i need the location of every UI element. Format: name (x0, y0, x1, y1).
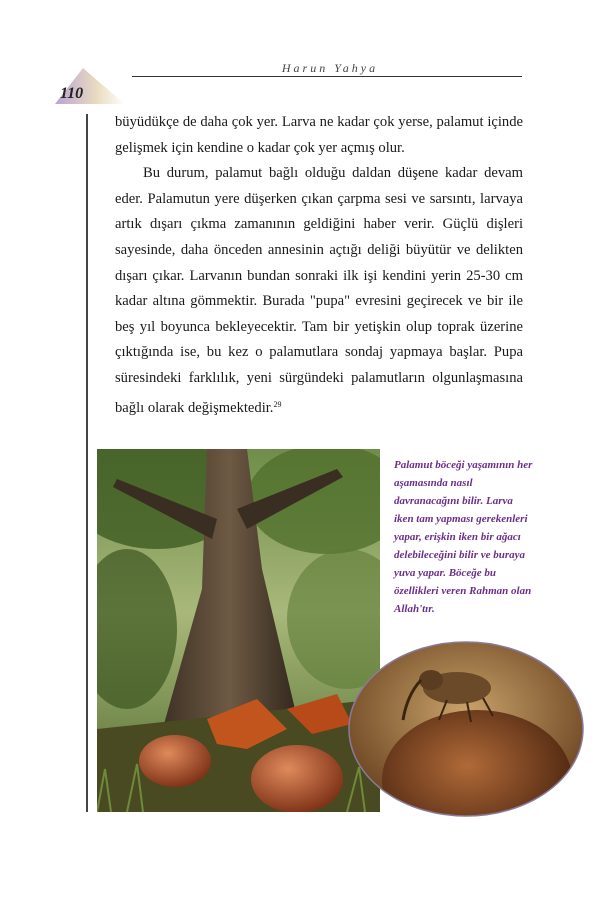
header-title: Harun Yahya (281, 61, 379, 75)
paragraph-2 (115, 161, 523, 421)
acorn-weevil-photo (347, 640, 585, 818)
header-rule (132, 76, 522, 77)
margin-rule (86, 114, 88, 812)
paragraph-1: büyüdükçe de daha çok yer. Larva ne kadar çok yerse, palamut içinde gelişmek için kendine o kadar çok yer açmış olur. (115, 114, 523, 156)
page-number: 110 (60, 85, 84, 102)
paragraph-2-text: Bu durum, palamut bağlı olduğu daldan düşene kadar devam eder. Palamutun yere düşerken çıkan çarpma sesi ve sarsıntı, larvaya artık dışarı çıkma zamanının geldiğini haber verir. Güçlü dişleri sayesinde, daha önceden annesinin açtığı deliği büyütür ve delikten dışarı çıkar. Larvanın bundan sonraki ilk işi kendini yerin 25-30 cm kadar altına gömmektir. Burada "pupa" evresini geçirecek ve bir ile beş yıl boyunca bekleyecektir. Tam bir yetişkin olup toprak üzerine çıktığında ise, bu kez o palamutlara sondaj yapmaya başlar. Pupa süresindeki farklılık, yeni sürgündeki palamutların olgunlaşmasına bağlı olarak değişmektedir. (115, 165, 523, 416)
photo-caption: Palamut böceği yaşamının her aşamasında nasıl davranacağını bilir. Larva iken tam yapması gerekenleri yapar, erişkin iken bir ağacı delebileceğini bilir ve buraya yuva yapar. Böceğe bu özellikleri veren Rahman olan Allah'tır. (394, 459, 533, 615)
body-text (115, 110, 523, 421)
footnote-reference: 29 (273, 399, 282, 409)
oak-tree-photo (97, 449, 380, 812)
